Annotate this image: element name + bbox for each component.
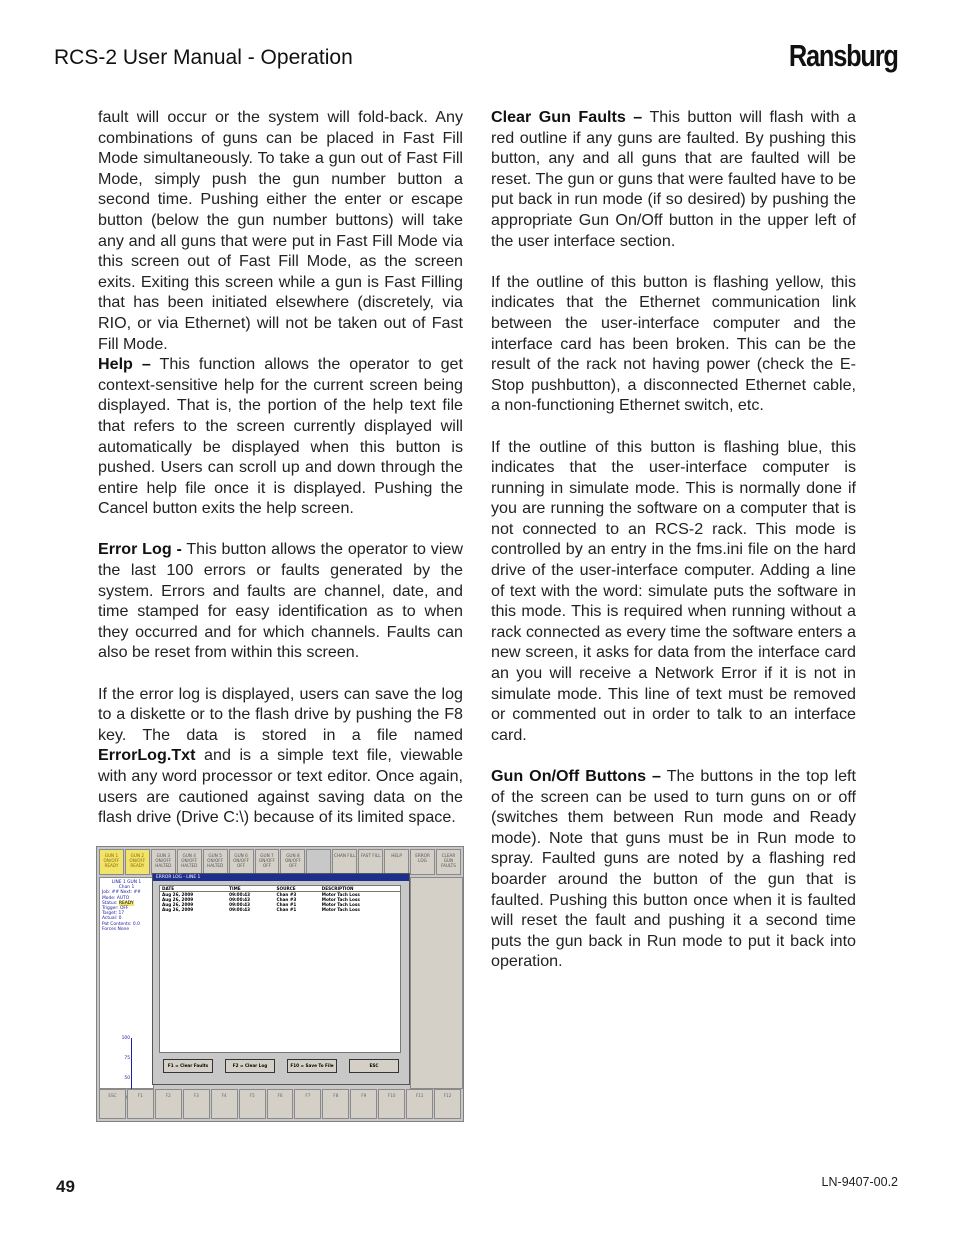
table-row[interactable]	[160, 907, 400, 912]
forces-field: Forces None	[102, 926, 130, 932]
fast-fill-paragraph: fault will occur or the system will fold-back. Any combinations of guns can be placed in Fast Fill Mode simultaneously. To take a gun out of Fast Fill Mode, simply push the gun number button a second time. Pushing either the enter or escape button (below the gun number buttons) will take any and all guns that were put in Fast Fill Mode via this screen out of Fast Fill Mode, as the screen exits. Exiting this screen while a gun is Fast Filling that has been initiated elsewhere (discretely, via RIO, or via Ethernet) will not be taken out of Fast Fill Mode.	[98, 108, 463, 353]
error-log-text: This button allows the operator to view the last 100 errors or faults generated by the system. Errors and faults are channel, date, and time stamped for easy identification as to when they occurred and for which channels. Faults can also be reset from within this screen.	[98, 540, 463, 662]
save-log-text-a: If the error log is displayed, users can save the log to a diskette or to the flash drive by pushing the F8 key. The data is stored in a file named	[98, 684, 463, 744]
column-header: SOURCE	[275, 886, 320, 892]
help-label: Help –	[98, 355, 151, 374]
error-log-screenshot	[96, 846, 464, 1122]
gun-onoff-text: The buttons in the top left of the screen can be used to turn guns on or off (switches them between Run mode and Ready mode). Note that guns must be in Run mode to spray. Faulted guns are noted by a flashing red boarder around the button of the gun that is faulted. Pushing this button once when it is faulted will reset the fault and pushing it a second time puts the gun back in Run mode to put it back into operation.	[491, 767, 856, 971]
brand-logo: Ransburg	[789, 38, 898, 73]
table-cell: Motor Tach Loss	[321, 907, 360, 912]
clear-log-button[interactable]: F2 = Clear Log	[225, 1059, 275, 1073]
toolbar-button[interactable]: CHAN FILL	[332, 849, 357, 875]
window-title: ERROR LOG - LINE 1	[153, 874, 409, 881]
toolbar-button[interactable]: GUN 8 ON/OFF OFF	[280, 849, 305, 875]
blue-outline-paragraph: If the outline of this button is flashing blue, this indicates that the user-interface computer is running in simulate mode. This is normally done if you are running the software on a computer that is not connected to an RCS-2 rack. This mode is controlled by an entry in the fms.ini file on the hard drive of the user-interface computer. Adding a line of text with the word: simulate puts the software in this mode. This is required when running without a rack connected as every time the software enters a new screen, it asks for data from the interface card an you will receive a Network Error if it is not in simulate mode. This line of text must be removed or commented out in order to talk to an interface card.	[491, 437, 856, 744]
table-cell: Motor Tach Loss	[321, 902, 360, 907]
table-cell: Chan #3	[276, 892, 297, 897]
table-cell: 09:00:43	[229, 907, 250, 912]
function-key-button[interactable]: F1	[127, 1089, 154, 1119]
error-log-window	[152, 873, 410, 1085]
table-cell: 09:00:43	[229, 897, 250, 902]
page-number: 49	[56, 1177, 75, 1196]
function-key-button[interactable]: F9	[350, 1089, 377, 1119]
table-cell: Chan #3	[276, 897, 297, 902]
column-header: DESCRIPTION	[320, 886, 400, 892]
function-key-button[interactable]: F11	[406, 1089, 433, 1119]
scale-tick: 100	[121, 1036, 130, 1041]
error-log-label: Error Log -	[98, 540, 182, 559]
toolbar-button[interactable]: GUN 4 ON/OFF HALTED	[177, 849, 202, 875]
clear-faults-label: Clear Gun Faults –	[491, 108, 643, 126]
function-key-button[interactable]: F6	[267, 1089, 294, 1119]
gun-onoff-label: Gun On/Off Buttons –	[491, 767, 661, 785]
table-cell: Aug 26, 2009	[162, 892, 194, 897]
table-cell: 09:00:43	[229, 902, 250, 907]
toolbar-button[interactable]: ERROR LOG	[410, 849, 435, 875]
clear-faults-button[interactable]: F1 = Clear Faults	[163, 1059, 213, 1073]
status-label: Status:	[102, 900, 118, 906]
toolbar-button[interactable]: GUN 3 ON/OFF HALTED	[151, 849, 176, 875]
toolbar-button[interactable]: GUN 6 ON/OFF OFF	[229, 849, 254, 875]
toolbar-button[interactable]: GUN 1 ON/OFF READY	[99, 849, 124, 875]
help-text: This function allows the operator to get context-sensitive help for the current screen being displayed. That is, the portion of the help text file that refers to the screen currently displayed will automatically be displayed when this button is pushed. Users can scroll up and down through the entire help file once it is displayed. Pushing the Cancel button exits the help screen.	[98, 355, 463, 518]
top-button-bar	[99, 849, 461, 875]
scale-tick: 50	[124, 1076, 130, 1081]
document-code: LN-9407-00.2	[821, 1175, 898, 1189]
table-cell: Chan #1	[276, 902, 297, 907]
table-cell: Motor Tach Loss	[321, 892, 360, 897]
column-header: DATE	[160, 886, 227, 892]
scale-tick: 75	[124, 1056, 130, 1061]
function-key-button[interactable]: F3	[183, 1089, 210, 1119]
target-field: Target: 17	[102, 911, 125, 917]
chan-label: Chan 1	[118, 885, 135, 891]
function-key-bar	[99, 1089, 461, 1119]
toolbar-button[interactable]: FAST FILL	[358, 849, 383, 875]
function-key-button[interactable]: F10	[378, 1089, 405, 1119]
esc-button[interactable]: ESC	[349, 1059, 399, 1073]
table-body	[160, 892, 400, 913]
error-log-paragraph	[98, 539, 463, 663]
clear-faults-paragraph	[491, 107, 856, 251]
save-log-text-b: and is a simple text file, viewable with any word processor or text editor. Once again, users are cautioned against saving data on the flash drive (Drive C:\) because of its limited space.	[98, 746, 463, 827]
pot-contents-field: Pot Contents: 0.0	[102, 921, 140, 927]
trigger-field: Trigger: OFF	[102, 906, 129, 912]
job-field: Job: ## Next: ##	[102, 890, 141, 896]
function-key-button[interactable]: ESC	[99, 1089, 126, 1119]
gun-onoff-paragraph	[491, 766, 856, 972]
table-cell: Aug 26, 2009	[162, 907, 194, 912]
save-to-file-button[interactable]: F10 = Save To File	[287, 1059, 337, 1073]
table-cell: Aug 26, 2009	[162, 897, 194, 902]
right-side-panel	[410, 877, 463, 1089]
mode-field: Mode: AUTO	[102, 895, 130, 901]
function-key-button[interactable]: F12	[434, 1089, 461, 1119]
clear-faults-text: This button will flash with a red outline if any guns are faulted. By pushing this button, any and all guns that are faulted will be reset. The gun or guns that were faulted have to be put back in run mode (if so desired) by pushing the appropriate Gun On/Off button in the upper left of the user interface section.	[491, 108, 856, 250]
table-cell: Aug 26, 2009	[162, 902, 194, 907]
toolbar-button[interactable]: HELP	[384, 849, 409, 875]
toolbar-button[interactable]: GUN 2 ON/OFF READY	[125, 849, 150, 875]
status-badge: READY	[118, 900, 134, 906]
toolbar-button[interactable]: GUN 7 ON/OFF OFF	[255, 849, 280, 875]
table-cell: Motor Tach Loss	[321, 897, 360, 902]
yellow-outline-paragraph: If the outline of this button is flashing yellow, this indicates that the Ethernet communication link between the user-interface computer and the interface card has been broken. This can be the result of the rack not having power (check the E-Stop pushbutton), a disconnected Ethernet cable, a non-functioning Ethernet switch, etc.	[491, 272, 856, 415]
right-column	[491, 107, 856, 972]
toolbar-button[interactable]: GUN 5 ON/OFF HALTED	[203, 849, 228, 875]
left-column	[98, 107, 463, 828]
table-cell: Chan #1	[276, 907, 297, 912]
window-button-row	[163, 1059, 403, 1073]
function-key-button[interactable]: F2	[155, 1089, 182, 1119]
gun-status-panel	[99, 877, 154, 1089]
function-key-button[interactable]: F7	[294, 1089, 321, 1119]
save-log-paragraph	[98, 684, 463, 828]
manual-title: RCS-2 User Manual - Operation	[54, 46, 353, 69]
function-key-button[interactable]: F4	[211, 1089, 238, 1119]
help-paragraph	[98, 354, 463, 519]
errorlog-filename: ErrorLog.Txt	[98, 746, 196, 765]
table-cell: 09:00:43	[229, 892, 250, 897]
column-header: TIME	[227, 886, 274, 892]
error-log-table	[159, 885, 401, 1053]
toolbar-button[interactable]: CLEAR GUN FAULTS	[436, 849, 461, 875]
line-gun-title: LINE 1 GUN 1	[111, 880, 142, 885]
function-key-button[interactable]: F8	[322, 1089, 349, 1119]
actual-field: Actual: 0	[102, 916, 122, 922]
function-key-button[interactable]: F5	[239, 1089, 266, 1119]
toolbar-button[interactable]	[306, 849, 331, 875]
